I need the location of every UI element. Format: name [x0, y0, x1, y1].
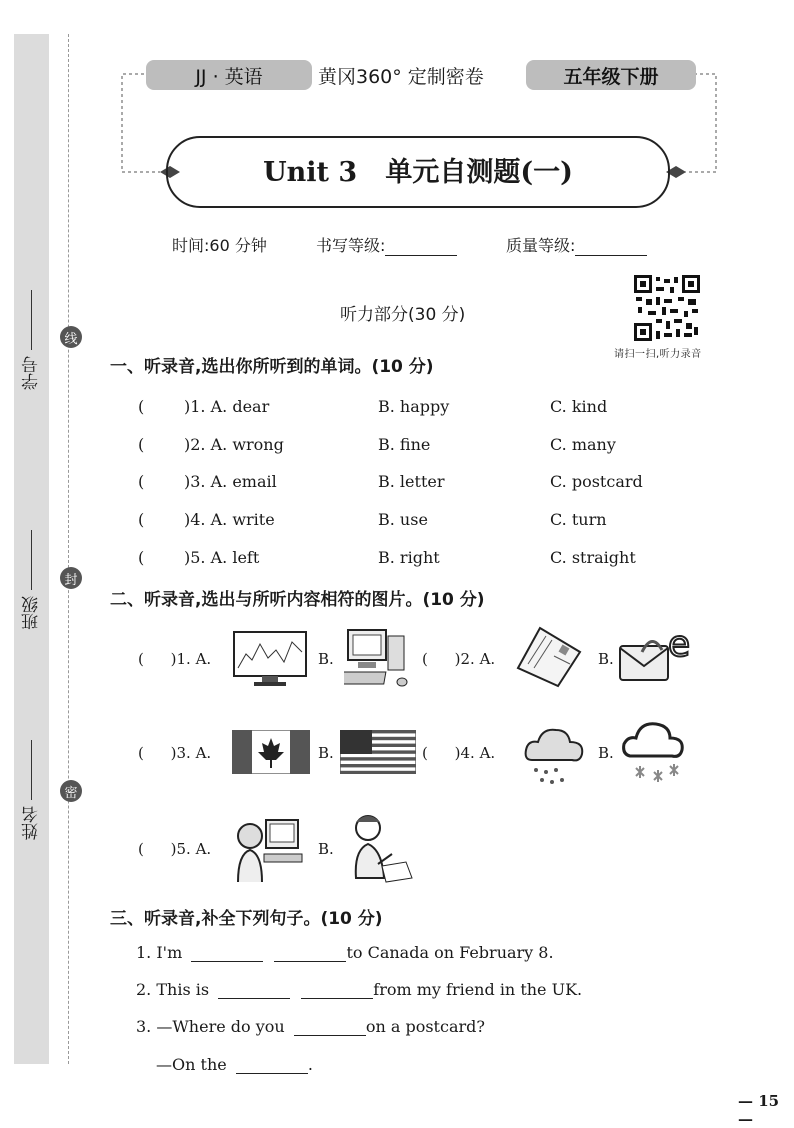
name-text: 姓名 [22, 806, 42, 840]
quality-grade [506, 233, 647, 256]
answer-paren[interactable]: ( [138, 744, 144, 762]
grade-badge: 五年级下册 [526, 60, 696, 90]
option-b-label: B. [318, 840, 334, 858]
postcard-image[interactable] [514, 626, 582, 688]
option-b-label: B. [318, 744, 334, 762]
option-a-label: )3. A. [170, 744, 212, 762]
option-a: )4. A. write [184, 510, 275, 529]
option-b-label: B. [598, 650, 614, 668]
option-b: B. fine [378, 435, 431, 454]
seal-secret: 密 [60, 780, 82, 802]
sentence-3 [136, 1017, 485, 1036]
qr-code-icon[interactable] [634, 275, 700, 341]
subject-badge: JJ · 英语 [146, 60, 312, 90]
answer-paren[interactable]: ( [422, 650, 428, 668]
writing-grade [316, 233, 457, 256]
answer-paren[interactable]: ( [138, 397, 145, 416]
class-label [14, 460, 49, 630]
option-b-label: B. [598, 744, 614, 762]
snow-cloud-icon[interactable] [620, 716, 688, 788]
fill-blank[interactable] [294, 1019, 366, 1036]
option-c: C. many [550, 435, 616, 454]
option-a: )1. A. dear [184, 397, 270, 416]
fill-blank[interactable] [236, 1057, 308, 1074]
student-no-blank[interactable] [31, 290, 32, 350]
sentence-text: . [307, 1055, 313, 1074]
picture-item-1 [138, 650, 211, 668]
email-icon[interactable] [618, 622, 698, 684]
option-a-label: )1. A. [170, 650, 212, 668]
sentence-text: 1. I'm [136, 943, 183, 962]
option-c: C. kind [550, 397, 608, 416]
option-b: B. happy [378, 397, 450, 416]
class-blank[interactable] [31, 530, 32, 590]
page-number: — 15 — [738, 1092, 780, 1128]
fill-blank[interactable] [274, 945, 346, 962]
option-a-label: )5. A. [170, 840, 212, 858]
fill-blank[interactable] [218, 982, 290, 999]
fill-blank[interactable] [301, 982, 373, 999]
sentence-text: from my friend in the UK. [373, 980, 583, 999]
writing-grade-label: 书写等级: [316, 236, 386, 255]
fill-blank[interactable] [191, 945, 263, 962]
series-title: 黄冈360° 定制密卷 [318, 66, 484, 88]
sentence-1 [136, 943, 554, 962]
option-a: )2. A. wrong [184, 435, 284, 454]
option-a: )3. A. email [184, 472, 277, 491]
qr-caption: 请扫一扫,听力录音 [614, 349, 702, 360]
writing-grade-blank[interactable] [385, 237, 457, 256]
option-b: B. use [378, 510, 428, 529]
seal-seal: 封 [60, 567, 82, 589]
name-label [14, 680, 49, 840]
svg-text:e: e [668, 624, 691, 665]
option-c: C. postcard [550, 472, 643, 491]
sentence-text: —On the [156, 1055, 227, 1074]
rain-cloud-icon[interactable] [522, 722, 588, 788]
student-no-label [14, 230, 49, 390]
answer-paren[interactable]: ( [138, 548, 145, 567]
option-b: B. right [378, 548, 440, 567]
answer-paren[interactable]: ( [138, 650, 144, 668]
desktop-computer-image[interactable] [344, 626, 410, 690]
listening-section-title: 听力部分(30 分) [340, 305, 466, 325]
answer-paren[interactable]: ( [138, 472, 145, 491]
student-no-text: 学号 [22, 356, 42, 390]
picture-item-3 [138, 744, 211, 762]
option-a-label: )2. A. [454, 650, 496, 668]
sentence-2 [136, 980, 582, 999]
answer-paren[interactable]: ( [422, 744, 428, 762]
sentence-text: to Canada on February 8. [346, 943, 554, 962]
option-b: B. letter [378, 472, 445, 491]
answer-paren[interactable]: ( [138, 510, 145, 529]
class-text: 班级 [22, 596, 42, 630]
page-title: Unit 3 单元自测题(一) [263, 157, 573, 188]
seal-line: 线 [60, 326, 82, 348]
part1-title: 一、听录音,选出你所听到的单词。(10 分) [110, 357, 434, 377]
option-c: C. turn [550, 510, 607, 529]
option-a-label: )4. A. [454, 744, 496, 762]
part2-title: 二、听录音,选出与所听内容相符的图片。(10 分) [110, 590, 485, 610]
sentence-text: on a postcard? [365, 1017, 485, 1036]
sentence-4 [156, 1055, 313, 1074]
time-info: 时间:60 分钟 [172, 236, 267, 255]
quality-grade-blank[interactable] [575, 237, 647, 256]
kid-writing-image[interactable] [342, 808, 416, 886]
binding-cut-line [68, 34, 69, 1064]
usa-flag-image[interactable] [340, 730, 416, 774]
answer-paren[interactable]: ( [138, 435, 145, 454]
picture-item-5 [138, 840, 211, 858]
monitor-chart-image[interactable] [232, 630, 308, 688]
kid-using-computer-image[interactable] [232, 814, 308, 884]
sentence-text: 3. —Where do you [136, 1017, 285, 1036]
picture-item-4 [422, 744, 495, 762]
quality-grade-label: 质量等级: [506, 236, 576, 255]
sentence-text: 2. This is [136, 980, 210, 999]
part3-title: 三、听录音,补全下列句子。(10 分) [110, 909, 383, 929]
picture-item-2 [422, 650, 495, 668]
option-c: C. straight [550, 548, 636, 567]
answer-paren[interactable]: ( [138, 840, 144, 858]
option-b-label: B. [318, 650, 334, 668]
canada-flag-image[interactable] [232, 730, 310, 774]
option-a: )5. A. left [184, 548, 260, 567]
name-blank[interactable] [31, 740, 32, 800]
